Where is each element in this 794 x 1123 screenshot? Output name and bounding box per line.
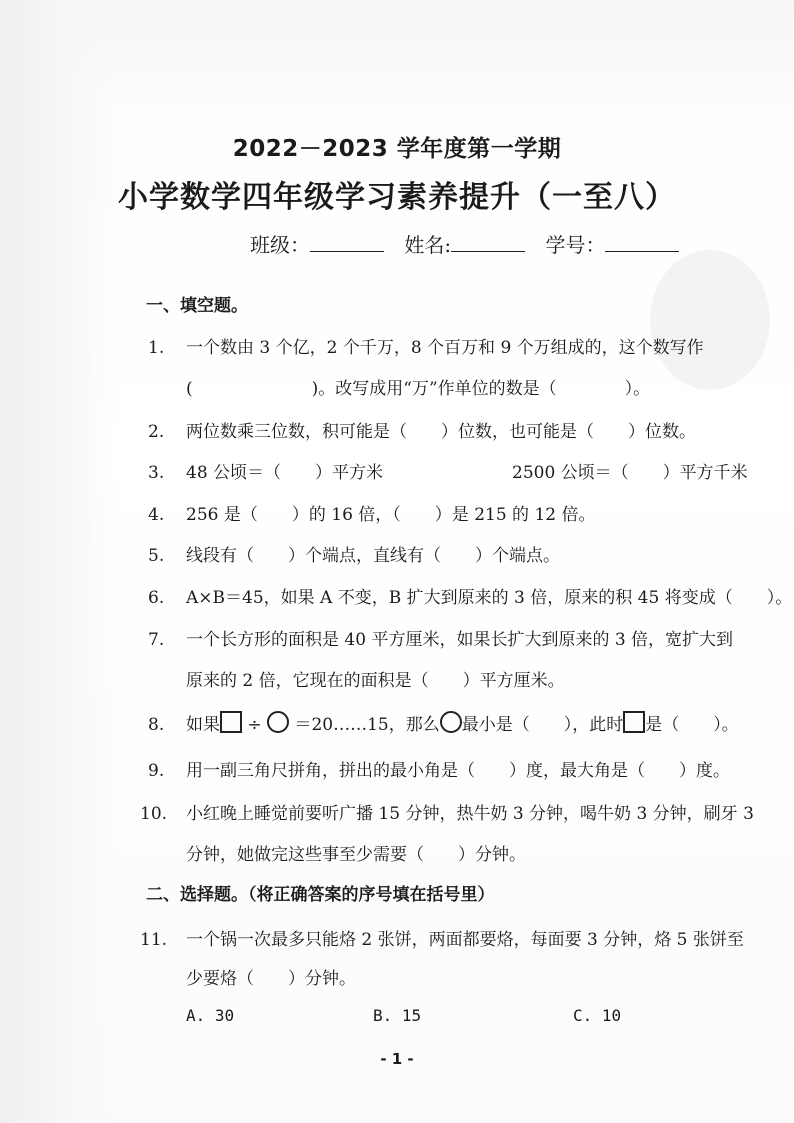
class-blank[interactable] — [310, 233, 384, 252]
question-number: 4. — [148, 505, 165, 525]
question-3 — [148, 458, 383, 483]
question-1-cont: ( )。改写成用“万”作单位的数是（ ）。 — [186, 379, 651, 399]
question-number: 10. — [140, 804, 168, 824]
question-8 — [148, 710, 739, 735]
question-text-a: 48 公顷＝（ ）平方米 — [186, 463, 384, 483]
question-3b: 2500 公顷＝（ ）平方千米 — [512, 463, 748, 483]
name-label: 姓名: — [404, 233, 452, 257]
question-5 — [148, 541, 560, 566]
square-icon — [623, 711, 645, 733]
question-number: 5. — [148, 546, 165, 566]
question-6 — [148, 583, 792, 608]
question-text: 小红晚上睡觉前要听广播 15 分钟，热牛奶 3 分钟，喝牛奶 3 分钟，刷牙 3 — [186, 804, 754, 824]
question-10-cont: 分钟，她做完这些事至少需要（ ）分钟。 — [186, 845, 526, 865]
question-number: 2. — [148, 422, 165, 442]
question-11 — [140, 925, 744, 950]
text-part: 是（ ）。 — [645, 715, 739, 735]
question-text: 一个数由 3 个亿，2 个千万，8 个百万和 9 个万组成的，这个数写作 — [186, 338, 704, 358]
question-number: 3. — [148, 463, 165, 483]
question-11-cont: 少要烙（ ）分钟。 — [186, 969, 356, 989]
question-4 — [148, 500, 596, 525]
section-fill-blank-title: 一、填空题。 — [146, 296, 248, 316]
scan-shadow — [0, 0, 118, 1123]
question-1 — [148, 333, 704, 358]
question-9 — [148, 756, 730, 781]
year-term-title: 2022－2023 学年度第一学期 — [232, 136, 562, 162]
section-choice-title: 二、选择题。（将正确答案的序号填在括号里） — [146, 885, 495, 905]
option-a[interactable]: A. 30 — [186, 1006, 235, 1025]
question-number: 6. — [148, 588, 165, 608]
text-part: ＝20……15，那么 — [294, 715, 440, 735]
id-label: 学号： — [545, 233, 606, 257]
question-text: 一个锅一次最多只能烙 2 张饼，两面都要烙，每面要 3 分钟，烙 5 张饼至 — [186, 930, 744, 950]
circle-icon — [440, 711, 462, 733]
question-number: 11. — [140, 930, 168, 950]
question-number: 7. — [148, 630, 165, 650]
text-part: 如果 — [186, 715, 220, 735]
question-text: 用一副三角尺拼角，拼出的最小角是（ ）度，最大角是（ ）度。 — [186, 761, 730, 781]
question-text: 线段有（ ）个端点，直线有（ ）个端点。 — [186, 546, 560, 566]
question-text: 两位数乘三位数，积可能是（ ）位数，也可能是（ ）位数。 — [186, 422, 696, 442]
question-7 — [148, 625, 733, 650]
question-7-cont: 原来的 2 倍，它现在的面积是（ ）平方厘米。 — [186, 671, 565, 691]
square-icon — [220, 711, 242, 733]
scan-smudge — [650, 250, 770, 390]
question-10 — [140, 799, 754, 824]
option-b[interactable]: B. 15 — [373, 1006, 422, 1025]
page-number: - 1 - — [380, 1050, 414, 1068]
text-part: 最小是（ ），此时 — [461, 715, 624, 735]
option-c[interactable]: C. 10 — [573, 1006, 622, 1025]
question-number: 8. — [148, 715, 165, 735]
question-text: 256 是（ ）的 16 倍，（ ）是 215 的 12 倍。 — [186, 505, 596, 525]
name-blank[interactable] — [451, 233, 525, 252]
divide-sign: ÷ — [247, 715, 262, 735]
class-label: 班级： — [250, 233, 310, 257]
question-number: 9. — [148, 761, 165, 781]
question-text: 一个长方形的面积是 40 平方厘米，如果长扩大到原来的 3 倍，宽扩大到 — [186, 630, 734, 650]
question-text: A×B＝45，如果 A 不变，B 扩大到原来的 3 倍，原来的积 45 将变成（ ）。 — [186, 588, 793, 608]
id-blank[interactable] — [605, 233, 679, 252]
question-number: 1. — [148, 338, 165, 358]
question-2 — [148, 417, 696, 442]
exam-title: 小学数学四年级学习素养提升（一至八） — [118, 180, 676, 215]
circle-icon — [267, 711, 289, 733]
student-info-line — [250, 229, 693, 258]
